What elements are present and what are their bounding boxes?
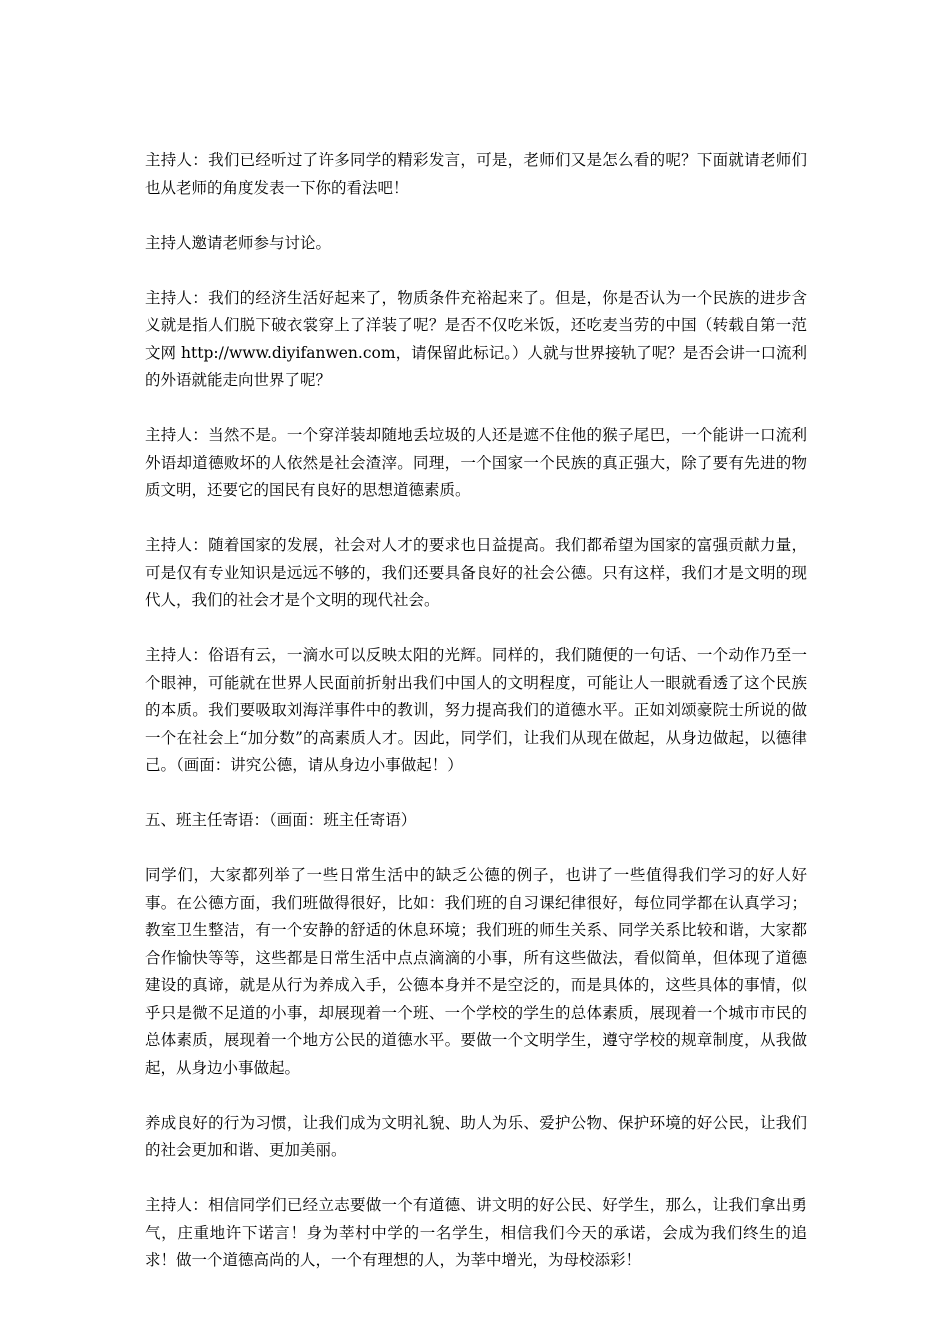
paragraph-good-habits: 养成良好的行为习惯，让我们成为文明礼貌、助人为乐、爱护公物、保护环境的好公民，让我们的社会更加和谐、更加美丽。	[145, 1113, 807, 1159]
paragraph-host-national-development: 主持人：随着国家的发展，社会对人才的要求也日益提高。我们都希望为国家的富强贡献力量，可是仅有专业知识是远远不够的，我们还要具备良好的社会公德。只有这样，我们才是文明的现代人，我们的社会才是个文明的现代社会。	[145, 536, 807, 609]
paragraph-head-teacher-message: 同学们，大家都列举了一些日常生活中的缺乏公德的例子，也讲了一些值得我们学习的好人好事。在公德方面，我们班做得很好，比如：我们班的自习课纪律很好，每位同学都在认真学习；教室卫生整洁，有一个安静的舒适的休息环境；我们班的师生关系、同学关系比较和谐，大家都合作愉快等等，这些都是日常生活中点点滴滴的小事，所有这些做法，看似简单，但体现了道德建设的真谛，就是从行为养成入手，公德本身并不是空泛的，而是具体的，这些具体的事情，似乎只是微不足道的小事，却展现着一个班、一个学校的学生的总体素质，展现着一个城市市民的总体素质，展现着一个地方公民的道德水平。要做一个文明学生，遵守学校的规章制度，从我做起，从身边小事做起。	[145, 866, 807, 1077]
paragraph-host-closing-pledge: 主持人：相信同学们已经立志要做一个有道德、讲文明的好公民、好学生，那么，让我们拿出勇气，庄重地许下诺言！身为莘村中学的一名学生，相信我们今天的承诺，会成为我们终生的追求！做一个道德高尚的人，一个有理想的人，为莘中增光，为母校添彩！	[145, 1196, 807, 1269]
paragraph-host-asks-teachers: 主持人：我们已经听过了许多同学的精彩发言，可是，老师们又是怎么看的呢？下面就请老师们也从老师的角度发表一下你的看法吧！	[145, 151, 807, 197]
section-heading-head-teacher-message: 五、班主任寄语：（画面：班主任寄语）	[145, 811, 417, 829]
paragraph-host-of-course-not: 主持人：当然不是。一个穿洋装却随地丢垃圾的人还是遮不住他的猴子尾巴，一个能讲一口流利外语却道德败坏的人依然是社会渣滓。同理，一个国家一个民族的真正强大，除了要有先进的物质文明，还要它的国民有良好的思想道德素质。	[145, 426, 807, 499]
paragraph-host-invites-teachers: 主持人邀请老师参与讨论。	[145, 233, 332, 252]
document-body	[145, 147, 807, 1302]
paragraph-host-economic-life: 主持人：我们的经济生活好起来了，物质条件充裕起来了。但是，你是否认为一个民族的进步含义就是指人们脱下破衣裳穿上了洋装了呢？是否不仅吃米饭，还吃麦当劳的中国（转载自第一范文网 http://www.diyifanwen.com，请保留此标记。）人就与世界接轨了呢？是否会讲一口流利的外语就能走向世界了呢？	[145, 288, 807, 389]
paragraph-host-proverb: 主持人：俗语有云，一滴水可以反映太阳的光辉。同样的，我们随便的一句话、一个动作乃至一个眼神，可能就在世界人民面前折射出我们中国人的文明程度，可能让人一眼就看透了这个民族的本质。我们要吸取刘海洋事件中的教训，努力提高我们的道德水平。正如刘颂豪院士所说的做一个在社会上“加分数”的高素质人才。因此，同学们，让我们从现在做起，从身边做起，以德律己。（画面：讲究公德，请从身边小事做起！）	[145, 646, 807, 774]
